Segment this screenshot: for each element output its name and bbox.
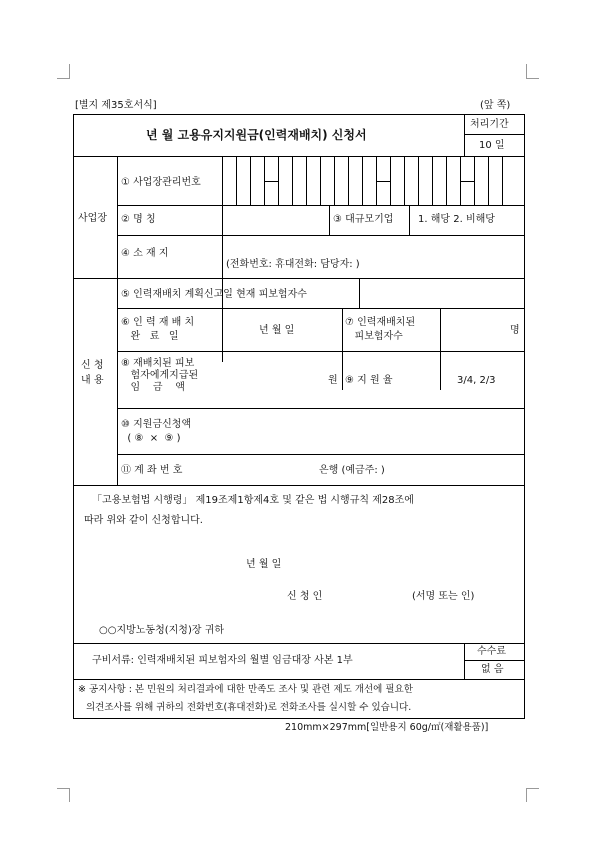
form-number: [별지 제35호서식] bbox=[75, 100, 157, 111]
side-indicator: (앞 쪽) bbox=[480, 100, 511, 111]
fee-value: 없 음 bbox=[481, 664, 504, 675]
large-company-options[interactable]: 1. 해당 2. 비해당 bbox=[418, 214, 495, 225]
notice-line-2: 의견조사를 위해 귀하의 전화번호(휴대전화)로 전화조사를 실시할 수 있습니다. bbox=[86, 702, 412, 713]
applicant-label: 신 청 인 bbox=[287, 591, 323, 602]
crop-mark-top-right-v bbox=[526, 64, 527, 78]
signature-label: (서명 또는 인) bbox=[412, 591, 475, 602]
relocated-count-unit: 명 bbox=[510, 325, 520, 336]
fee-label: 수수료 bbox=[477, 646, 506, 657]
crop-mark-bottom-right-h bbox=[526, 788, 539, 789]
crop-mark-bottom-right-v bbox=[526, 788, 527, 802]
processing-period-value: 10 일 bbox=[479, 140, 505, 151]
notice-line-1: ※ 공지사항 : 본 민원의 처리결과에 대한 만족도 조사 및 관련 제도 개선에 필요한 bbox=[78, 684, 413, 695]
application-section-label: 신 청 내 용 bbox=[81, 360, 104, 386]
addressee: ○○지방노동청(지청)장 귀하 bbox=[99, 625, 225, 636]
form-title: 년 월 고용유지지원금(인력재배치) 신청서 bbox=[146, 128, 367, 142]
account-number-value[interactable]: 은행 (예금주: ) bbox=[319, 465, 385, 476]
subsidy-amount-label: ⑩ 지원금신청액 ( ⑧ × ⑨ ) bbox=[121, 419, 192, 444]
statement-date: 년 월 일 bbox=[246, 559, 282, 570]
reg-no-label: ① 사업장관리번호 bbox=[121, 177, 201, 188]
support-rate-label: ⑨ 지 원 율 bbox=[345, 375, 393, 386]
wage-amount-unit: 원 bbox=[328, 375, 338, 386]
completion-date-value[interactable]: 년 월 일 bbox=[259, 325, 295, 336]
crop-mark-top-left-h bbox=[57, 78, 70, 79]
plan-count-label: ⑤ 인력재배치 계획신고일 현재 피보험자수 bbox=[121, 289, 307, 300]
relocated-count-label: ⑦ 인력재배치된 피보험자수 bbox=[345, 317, 416, 342]
support-rate-value: 3/4, 2/3 bbox=[457, 375, 496, 386]
contact-info[interactable]: (전화번호: 휴대전화: 담당자: ) bbox=[226, 259, 360, 270]
crop-mark-bottom-left-v bbox=[69, 788, 70, 802]
attachment-text: 구비서류: 인력재배치된 피보험자의 월별 임금대장 사본 1부 bbox=[92, 655, 353, 666]
crop-mark-top-right-h bbox=[526, 78, 539, 79]
statement-line-1: 「고용보험법 시행령」 제19조제1항제4호 및 같은 법 시행규칙 제28조에 bbox=[92, 495, 414, 506]
crop-mark-top-left-v bbox=[69, 64, 70, 78]
wage-amount-label: ⑧ 재배치된 피보 험자에게지급된 임 금 액 bbox=[121, 358, 199, 393]
large-company-label: ③ 대규모기업 bbox=[333, 214, 394, 225]
completion-date-label: ⑥ 인 력 재 배 치 완 료 일 bbox=[121, 317, 195, 342]
account-number-label: ⑪ 계 좌 번 호 bbox=[121, 465, 183, 476]
address-label: ④ 소 재 지 bbox=[121, 248, 169, 259]
processing-period-label: 처리기간 bbox=[470, 119, 509, 130]
statement-line-2: 따라 위와 같이 신청합니다. bbox=[84, 515, 203, 526]
crop-mark-bottom-left-h bbox=[57, 788, 70, 789]
name-label: ② 명 칭 bbox=[121, 214, 156, 225]
application-form bbox=[73, 114, 525, 719]
paper-spec: 210mm×297mm[일반용지 60g/㎡(재활용품)] bbox=[285, 722, 489, 733]
employer-section-label: 사업장 bbox=[78, 213, 107, 224]
